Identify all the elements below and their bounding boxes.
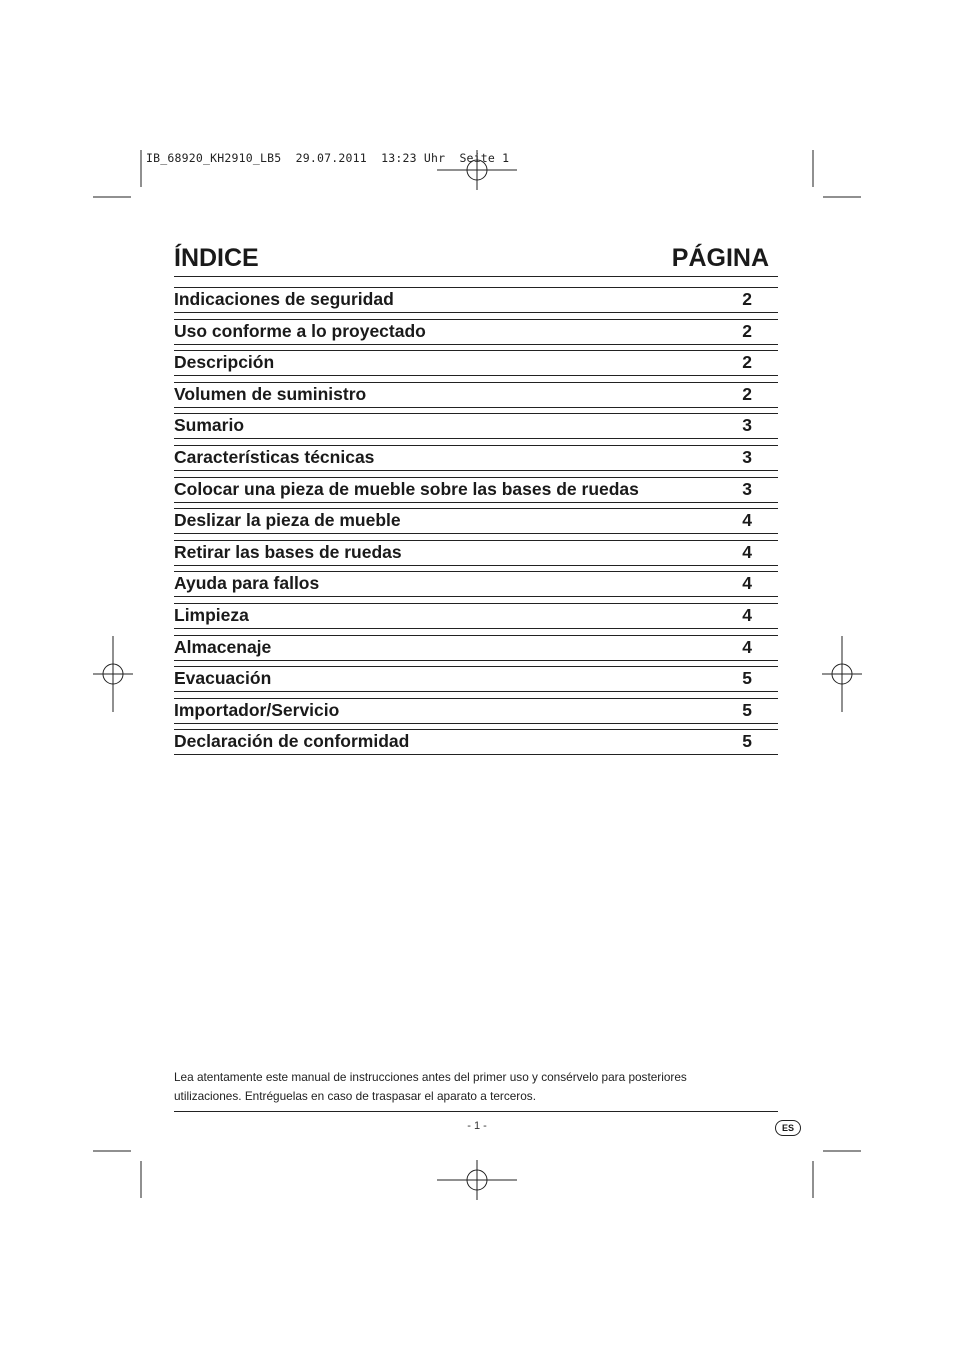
toc-entry-page: 4: [742, 604, 752, 625]
toc-entry-label: Almacenaje: [174, 636, 272, 657]
index-title: ÍNDICE: [174, 244, 259, 272]
toc-entry-page: 5: [742, 731, 752, 752]
toc-row: [174, 382, 778, 408]
toc-row: [174, 445, 778, 471]
toc-entry-page: 2: [742, 352, 752, 373]
registration-target-bottom: [437, 1160, 517, 1200]
toc-row: [174, 540, 778, 566]
toc-row: [174, 413, 778, 439]
toc-entry-page: 4: [742, 510, 752, 531]
toc-row: [174, 319, 778, 345]
toc-entry-label: Colocar una pieza de mueble sobre las bases de ruedas: [174, 478, 639, 499]
toc-row: [174, 729, 778, 755]
language-badge: ES: [775, 1120, 801, 1136]
toc-entry-label: Sumario: [174, 415, 245, 436]
footer-divider: [174, 1111, 778, 1112]
toc-entry-label: Ayuda para fallos: [174, 573, 320, 594]
toc-entry-page: 5: [742, 668, 752, 689]
toc-heading: [174, 242, 778, 277]
registration-target-right: [822, 636, 862, 712]
toc-entry-label: Uso conforme a lo proyectado: [174, 320, 426, 341]
toc-entry-label: Importador/Servicio: [174, 699, 340, 720]
toc-row: [174, 698, 778, 724]
toc-entry-label: Retirar las bases de ruedas: [174, 541, 402, 562]
toc-entry-page: 4: [742, 541, 752, 562]
toc-entry-label: Deslizar la pieza de mueble: [174, 510, 401, 531]
toc-entry-page: 3: [742, 415, 752, 436]
toc-entry-page: 5: [742, 699, 752, 720]
toc-entry-label: Características técnicas: [174, 446, 375, 467]
toc-row: [174, 508, 778, 534]
toc-row: [174, 571, 778, 597]
toc-entry-page: 3: [742, 446, 752, 467]
toc-entry-label: Indicaciones de seguridad: [174, 289, 394, 309]
toc-entry-page: 3: [742, 478, 752, 499]
toc-row: [174, 635, 778, 661]
print-slug: IB_68920_KH2910_LB5 29.07.2011 13:23 Uhr Seite 1: [146, 151, 510, 165]
toc-entry-page: 2: [742, 289, 752, 309]
notice-line: Lea atentamente este manual de instrucciones antes del primer uso y consérvelo para posteriores: [174, 1070, 687, 1084]
toc-row: [174, 666, 778, 692]
toc-entry-page: 2: [742, 383, 752, 404]
toc-entry-page: 4: [742, 573, 752, 594]
reading-notice: [174, 1068, 778, 1106]
toc-entry-label: Descripción: [174, 352, 275, 373]
toc-entry-label: Evacuación: [174, 668, 272, 689]
toc-entry-label: Volumen de suministro: [174, 383, 367, 404]
page-title: PÁGINA: [671, 244, 769, 272]
page-number: - 1 -: [467, 1120, 487, 1132]
toc-row: [174, 603, 778, 629]
toc-entry-page: 4: [742, 636, 752, 657]
toc-row: [174, 477, 778, 503]
table-of-contents: [174, 287, 778, 761]
notice-line: utilizaciones. Entréguelas en caso de traspasar el aparato a terceros.: [174, 1089, 536, 1103]
toc-entry-label: Limpieza: [174, 604, 249, 625]
registration-target-left: [93, 636, 133, 712]
toc-entry-label: Declaración de conformidad: [174, 731, 410, 752]
toc-entry-page: 2: [742, 320, 752, 341]
toc-row: [174, 287, 778, 313]
toc-row: [174, 350, 778, 376]
